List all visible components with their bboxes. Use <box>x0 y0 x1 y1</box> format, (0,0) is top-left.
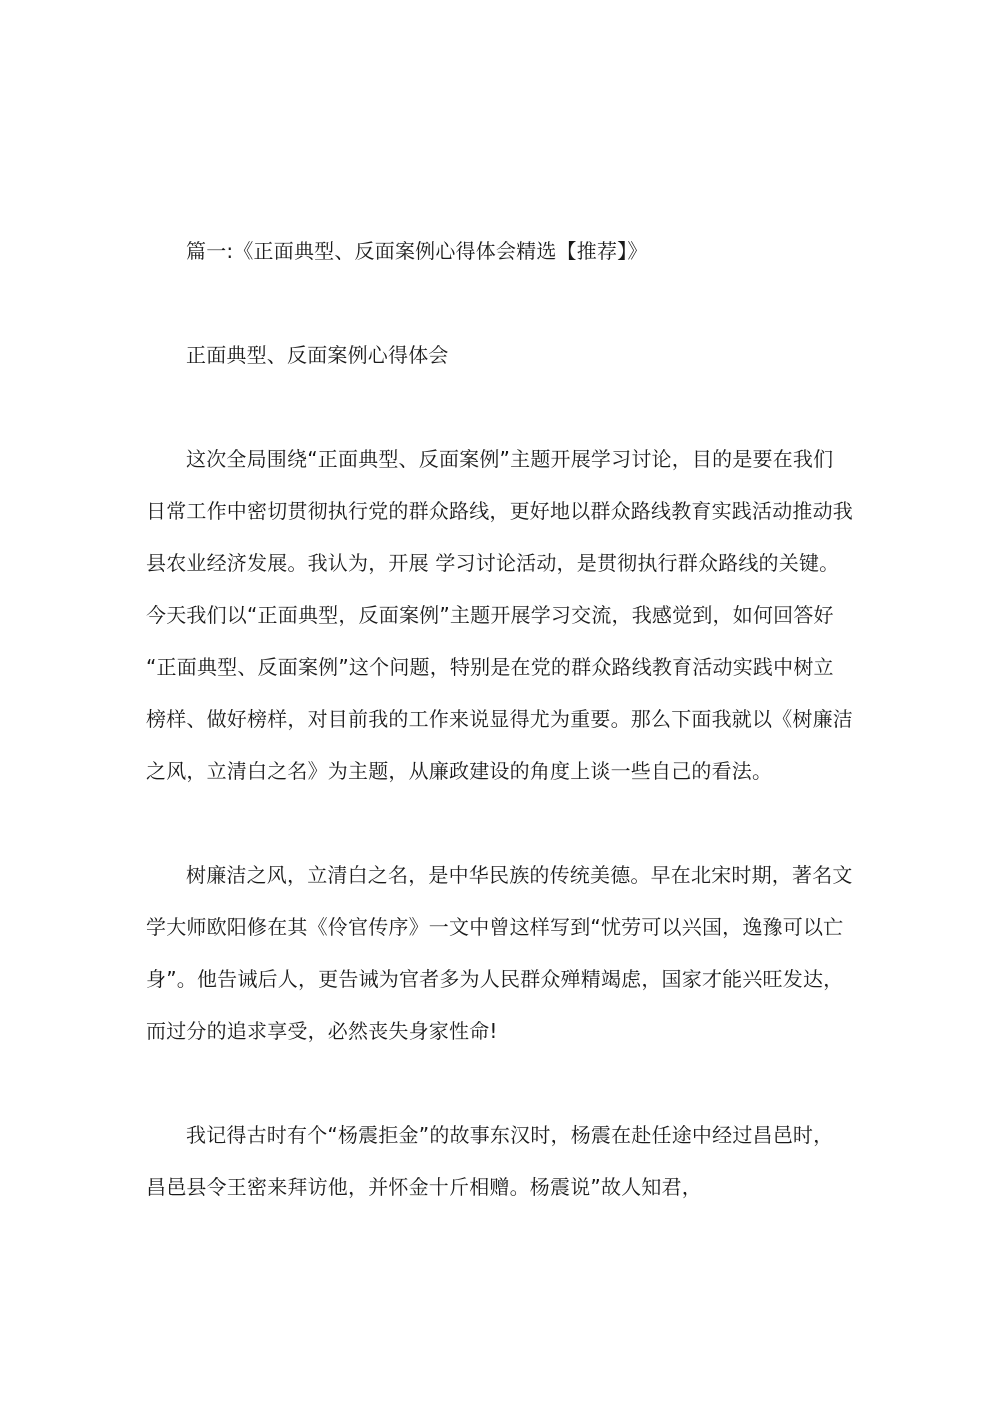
paragraph-line: 今天我们以“正面典型，反面案例”主题开展学习交流，我感觉到，如何回答好 <box>146 603 834 627</box>
paragraph-line: “正面典型、反面案例”这个问题，特别是在党的群众路线教育活动实践中树立 <box>146 655 834 679</box>
paragraph-line: 我记得古时有个“杨震拒金”的故事东汉时，杨震在赴任途中经过昌邑时， <box>186 1123 834 1147</box>
paragraph-line: 而过分的追求享受，必然丧失身家性命! <box>146 1019 498 1043</box>
document-subtitle: 正面典型、反面案例心得体会 <box>186 343 449 367</box>
paragraph-line: 日常工作中密切贯彻执行党的群众路线，更好地以群众路线教育实践活动推动我 <box>146 499 853 523</box>
paragraph-line: 这次全局围绕“正面典型、反面案例”主题开展学习讨论，目的是要在我们 <box>186 447 834 471</box>
paragraph-line: 树廉洁之风，立清白之名，是中华民族的传统美德。早在北宋时期，著名文 <box>186 863 853 887</box>
paragraph-line: 身”。他告诫后人，更告诫为官者多为人民群众殚精竭虑，国家才能兴旺发达， <box>146 967 844 991</box>
document-heading: 篇一:《正面典型、反面案例心得体会精选【推荐】》 <box>186 239 648 263</box>
paragraph-line: 榜样、做好榜样，对目前我的工作来说显得尤为重要。那么下面我就以《树廉洁 <box>146 707 853 731</box>
paragraph-line: 之风，立清白之名》为主题，从廉政建设的角度上谈一些自己的看法。 <box>146 759 773 783</box>
paragraph-line: 学大师欧阳修在其《伶官传序》一文中曾这样写到“忧劳可以兴国，逸豫可以亡 <box>146 915 844 939</box>
paragraph-line: 县农业经济发展。我认为，开展 学习讨论活动，是贯彻执行群众路线的关键。 <box>146 551 840 575</box>
paragraph-line: 昌邑县令王密来拜访他，并怀金十斤相赠。杨震说”故人知君， <box>146 1175 702 1199</box>
